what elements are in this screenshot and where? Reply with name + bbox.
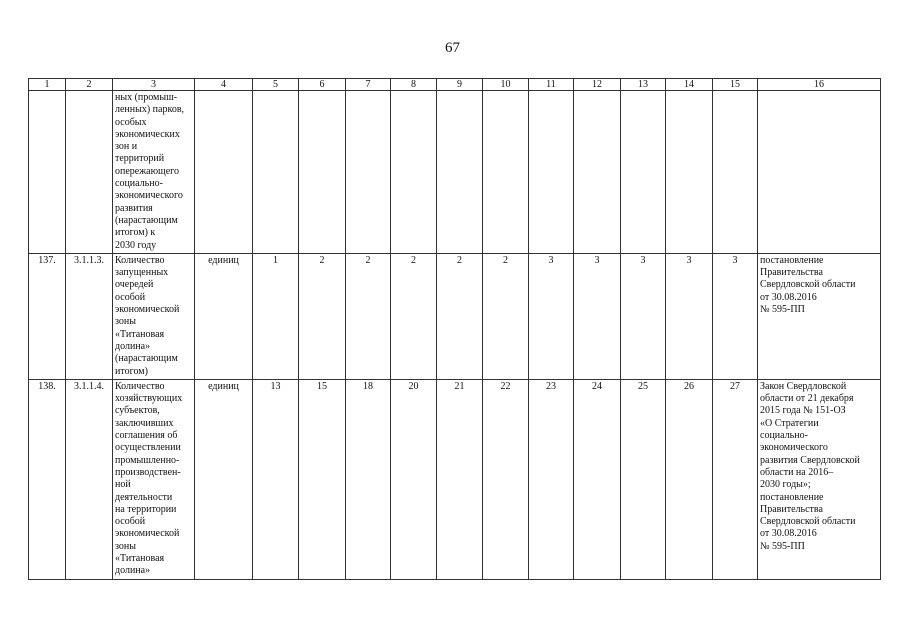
column-header-12: 12	[574, 79, 621, 91]
value-cell	[253, 91, 299, 254]
table-row	[29, 91, 881, 254]
unit-of-measure	[195, 91, 253, 254]
value-cell	[621, 91, 666, 254]
indicator-code: 3.1.1.4.	[66, 379, 113, 579]
value-cell: 18	[346, 379, 391, 579]
column-header-2: 2	[66, 79, 113, 91]
indicator-code: 3.1.1.3.	[66, 253, 113, 379]
value-cell: 15	[299, 379, 346, 579]
column-header-14: 14	[666, 79, 713, 91]
value-cell	[666, 91, 713, 254]
value-cell	[574, 91, 621, 254]
indicators-table	[28, 78, 881, 580]
column-header-6: 6	[299, 79, 346, 91]
page-number: 67	[445, 40, 460, 56]
value-cell	[299, 91, 346, 254]
value-cell	[713, 91, 758, 254]
value-cell: 23	[529, 379, 574, 579]
value-cell	[346, 91, 391, 254]
indicator-code	[66, 91, 113, 254]
column-number-row	[29, 79, 881, 91]
value-cell: 27	[713, 379, 758, 579]
value-cell	[483, 91, 529, 254]
legal-basis	[758, 91, 881, 254]
value-cell: 20	[391, 379, 437, 579]
column-header-13: 13	[621, 79, 666, 91]
value-cell: 21	[437, 379, 483, 579]
value-cell: 13	[253, 379, 299, 579]
column-header-3: 3	[113, 79, 195, 91]
unit-of-measure: единиц	[195, 379, 253, 579]
column-header-15: 15	[713, 79, 758, 91]
indicator-name: ных (промыш- ленных) парков, особых экономических зон и территорий опережающего социально- экономического развития (нарастающим итогом) к 2030 году	[113, 91, 195, 254]
value-cell: 26	[666, 379, 713, 579]
value-cell: 1	[253, 253, 299, 379]
value-cell: 2	[483, 253, 529, 379]
column-header-10: 10	[483, 79, 529, 91]
value-cell: 25	[621, 379, 666, 579]
column-header-16: 16	[758, 79, 881, 91]
value-cell	[437, 91, 483, 254]
value-cell: 3	[529, 253, 574, 379]
column-header-1: 1	[29, 79, 66, 91]
value-cell: 2	[346, 253, 391, 379]
value-cell	[529, 91, 574, 254]
indicator-name: Количество запущенных очередей особой экономической зоны «Титановая долина» (нарастающим итогом)	[113, 253, 195, 379]
column-header-4: 4	[195, 79, 253, 91]
column-header-11: 11	[529, 79, 574, 91]
legal-basis: Закон Свердловской области от 21 декабря 2015 года № 151-ОЗ «О Стратегии социально- экономического развития Свердловской области на 2016– 2030 годы»; постановление Правительства Свердловской области от 30.08.2016 № 595-ПП	[758, 379, 881, 579]
value-cell: 22	[483, 379, 529, 579]
column-header-8: 8	[391, 79, 437, 91]
value-cell: 3	[713, 253, 758, 379]
indicator-name: Количество хозяйствующих субъектов, заключивших соглашения об осуществлении промышленно- производствен- ной деятельности на территории особой экономической зоны «Титановая долина»	[113, 379, 195, 579]
table-row	[29, 379, 881, 579]
value-cell: 2	[299, 253, 346, 379]
row-number: 137.	[29, 253, 66, 379]
column-header-7: 7	[346, 79, 391, 91]
column-header-9: 9	[437, 79, 483, 91]
value-cell: 3	[574, 253, 621, 379]
value-cell: 2	[391, 253, 437, 379]
row-number	[29, 91, 66, 254]
value-cell: 3	[666, 253, 713, 379]
row-number: 138.	[29, 379, 66, 579]
unit-of-measure: единиц	[195, 253, 253, 379]
table-row	[29, 253, 881, 379]
value-cell: 24	[574, 379, 621, 579]
value-cell	[391, 91, 437, 254]
legal-basis: постановление Правительства Свердловской области от 30.08.2016 № 595-ПП	[758, 253, 881, 379]
column-header-5: 5	[253, 79, 299, 91]
value-cell: 2	[437, 253, 483, 379]
value-cell: 3	[621, 253, 666, 379]
